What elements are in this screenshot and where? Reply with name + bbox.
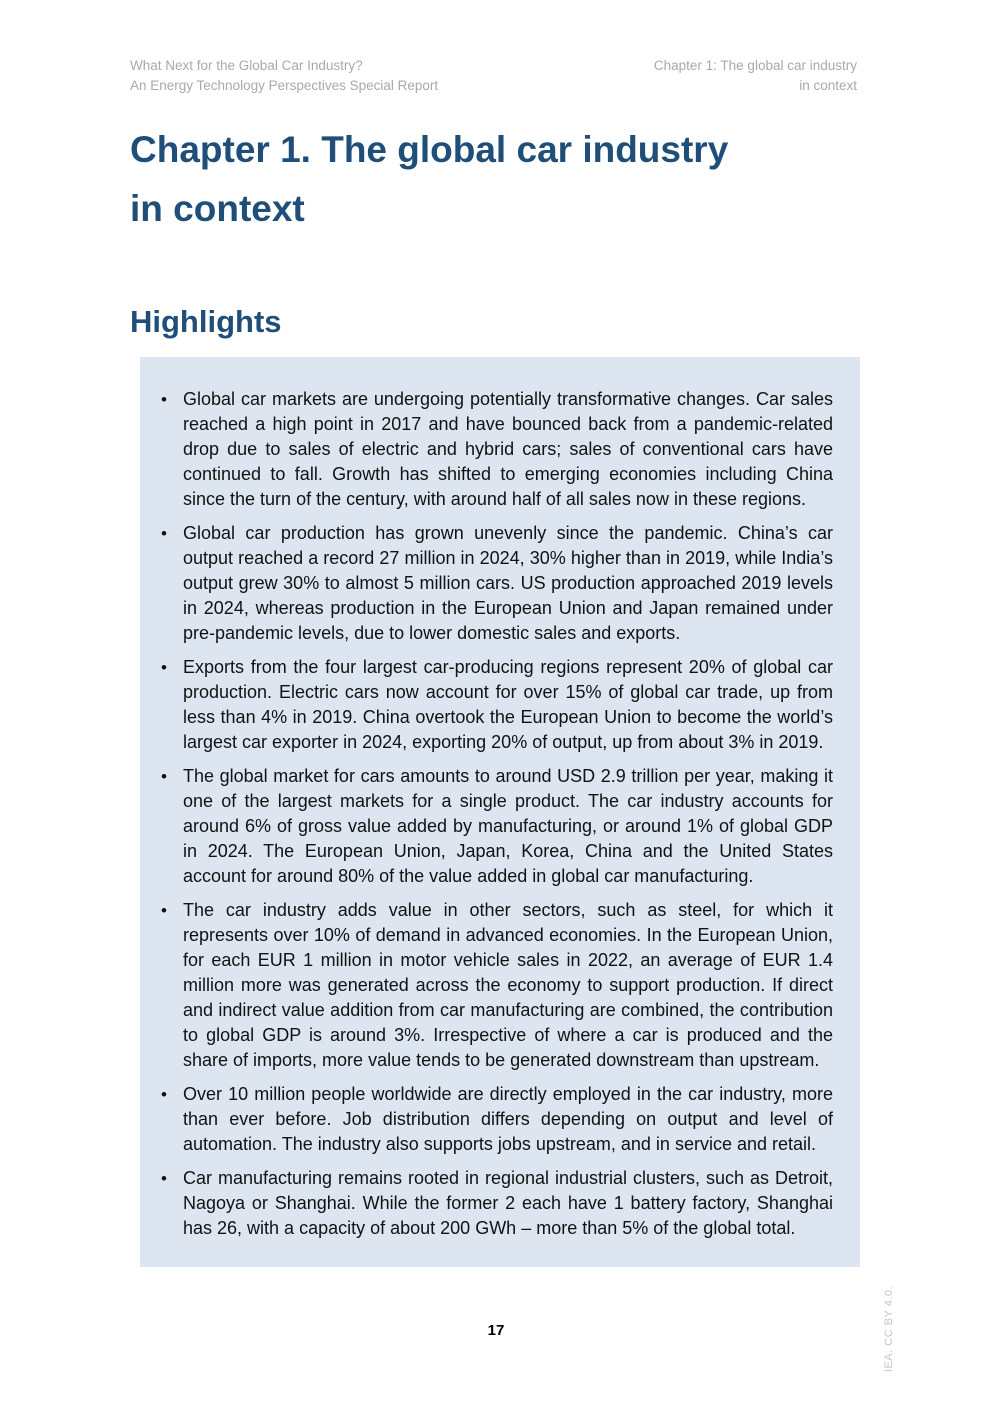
copyright-vertical-label: IEA. CC BY 4.0. [883, 1285, 895, 1373]
highlight-bullet-2 [155, 521, 833, 646]
running-title-line1: What Next for the Global Car Industry? [130, 58, 363, 73]
bullet-marker: • [161, 658, 167, 677]
chapter-title-line2: in context [130, 188, 305, 229]
running-chapter [654, 56, 857, 96]
highlights-list [155, 387, 833, 1241]
bullet-text: The global market for cars amounts to around USD 2.9 trillion per year, making it one of the largest markets for a single product. The car industry accounts for around 6% of gross value added by manufacturing, or around 1% of global GDP in 2024. The European Union, Japan, Korea, China and the United States account for around 80% of the value added in global car manufacturing. [183, 766, 833, 886]
running-chapter-line2: in context [799, 78, 857, 93]
bullet-text: Exports from the four largest car-producing regions represent 20% of global car production. Electric cars now account for over 15% of global car trade, up from less than 4% in 2019. China overtook the European Union to become the world’s largest car exporter in 2024, exporting 20% of output, up from about 3% in 2019. [183, 657, 833, 752]
highlight-bullet-4 [155, 764, 833, 889]
chapter-title-line1: Chapter 1. The global car industry [130, 129, 729, 170]
highlight-bullet-5 [155, 898, 833, 1073]
page-header [130, 56, 857, 96]
bullet-text: The car industry adds value in other sectors, such as steel, for which it represents over 10% of demand in advanced economies. In the European Union, for each EUR 1 million in motor vehicle sales in 2022, an average of EUR 1.4 million more was generated across the economy to support production. If direct and indirect value addition from car manufacturing are combined, the contribution to global GDP is around 3%. Irrespective of where a car is produced and the share of imports, more value tends to be generated downstream than upstream. [183, 900, 833, 1070]
bullet-marker: • [161, 524, 167, 543]
chapter-title [130, 120, 870, 238]
bullet-text: Over 10 million people worldwide are directly employed in the car industry, more than ever before. Job distribution differs depending on output and level of automation. The industry also supports jobs upstream, and in service and retail. [183, 1084, 833, 1154]
highlights-heading: Highlights [130, 304, 282, 339]
bullet-marker: • [161, 901, 167, 920]
bullet-text: Global car production has grown unevenly since the pandemic. China’s car output reached a record 27 million in 2024, 30% higher than in 2019, while India’s output grew 30% to almost 5 million cars. US production approached 2019 levels in 2024, whereas production in the European Union and Japan remained under pre-pandemic levels, due to lower domestic sales and exports. [183, 523, 833, 643]
bullet-marker: • [161, 1169, 167, 1188]
page-number: 17 [487, 1322, 505, 1339]
highlight-bullet-3 [155, 655, 833, 755]
bullet-text: Global car markets are undergoing potentially transformative changes. Car sales reached a high point in 2017 and have bounced back from a pandemic-related drop due to sales of electric and hybrid cars; sales of conventional cars have continued to fall. Growth has shifted to emerging economies including China since the turn of the century, with around half of all sales now in these regions. [183, 389, 833, 509]
running-title-line2: An Energy Technology Perspectives Special Report [130, 78, 439, 93]
running-chapter-line1: Chapter 1: The global car industry [653, 58, 857, 73]
running-title [130, 56, 438, 96]
highlight-bullet-6 [155, 1082, 833, 1157]
bullet-marker: • [161, 390, 167, 409]
bullet-marker: • [161, 767, 167, 786]
bullet-marker: • [161, 1085, 167, 1104]
highlights-box [140, 357, 860, 1267]
highlight-bullet-1 [155, 387, 833, 512]
bullet-text: Car manufacturing remains rooted in regional industrial clusters, such as Detroit, Nagoya or Shanghai. While the former 2 each have 1 battery factory, Shanghai has 26, with a capacity of about 200 GWh – more than 5% of the global total. [183, 1168, 833, 1238]
highlight-bullet-7 [155, 1166, 833, 1241]
